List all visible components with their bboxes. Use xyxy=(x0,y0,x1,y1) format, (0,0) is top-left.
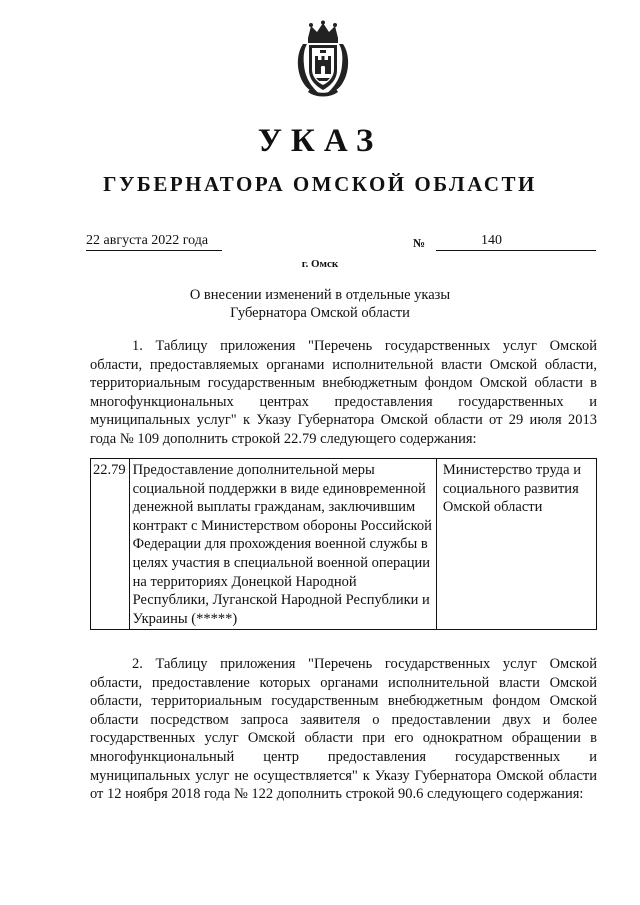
number-label: № xyxy=(413,236,426,250)
decree-title: УКАЗ xyxy=(257,123,383,159)
service-cell: Предоставление дополнительной меры социальной поддержки в виде единовременной денежной выплаты гражданам, заключившим контракт с Министерством обороны Российской Федерации для прохождения военной службы в целях участия в специальной военной операции на территориях Донецкой Народной Республики, Луганской Народной Республики и Украины (*****) xyxy=(129,459,436,630)
decree-number: 140 xyxy=(481,233,502,248)
paragraph-1: 1. Таблицу приложения "Перечень государственных услуг Омской области, предоставляемых органами исполнительной власти Омской области, территориальным государственным внебюджетным фондом Омской области в многофункциональных центрах предоставления государственных и муниципальных услуг" к Указу Губернатора Омской области от 29 июля 2013 года № 109 дополнить строкой 22.79 следующего содержания: xyxy=(90,338,597,447)
row-number-cell: 22.79 xyxy=(91,459,130,630)
decree-subtitle: ГУБЕРНАТОРА ОМСКОЙ ОБЛАСТИ xyxy=(103,172,537,196)
document-heading-line-2: Губернатора Омской области xyxy=(230,305,410,321)
decree-date: 22 августа 2022 года xyxy=(86,232,222,251)
document-heading xyxy=(0,286,640,322)
paragraph-2: 2. Таблицу приложения "Перечень государственных услуг Омской области, предоставление которых органами исполнительной власти Омской области, территориальным государственным внебюджетным фондом Омской области посредством запроса заявителя о предоставлении двух и более государственных услуг Омской области при его однократном обращении в многофункциональный центр предоставления государственных и муниципальных услуг не осуществляется" к Указу Губернатора Омской области от 12 ноября 2018 года № 122 дополнить строкой 90.6 следующего содержания: xyxy=(90,656,597,803)
decree-number-field xyxy=(436,232,596,251)
authority-cell: Министерство труда и социального развития Омской области xyxy=(436,459,596,630)
table-row xyxy=(91,459,597,630)
omsk-coat-of-arms-icon xyxy=(294,20,352,98)
document-heading-line-1: О внесении изменений в отдельные указы xyxy=(189,287,451,303)
decree-city: г. Омск xyxy=(301,258,339,270)
service-table xyxy=(90,458,597,630)
